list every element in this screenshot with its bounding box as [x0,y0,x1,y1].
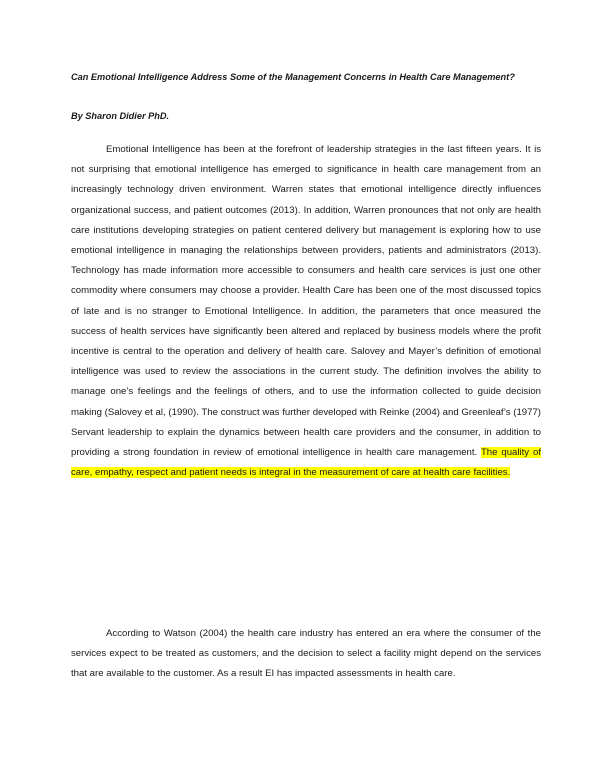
paragraph-2-text: According to Watson (2004) the health care industry has entered an era where the consumer of the services expect to be treated as customers, and the decision to select a facility might depend on the services that are available to the customer. As a result EI has impacted assessments in health care. [71,628,541,680]
document-author: By Sharon Didier PhD. [71,111,170,121]
highlighted-sentence: The quality of care, empathy, respect and patient needs is integral in the measurement of care at health care facilities. [71,447,541,479]
paragraph-1-text: Emotional Intelligence has been at the forefront of leadership strategies in the last fifteen years. It is not surprising that emotional intelligence has emerged to significance in health care management from an increasingly technology driven environment. Warren states that emotional intelligence directly influences organizational success, and patient outcomes (2013). In addition, Warren pronounces that not only are health care institutions developing strategies on patient centered delivery but management is exploring how to use emotional intelligence in managing the relationships between providers, patients and administrators (2013). Technology has made information more accessible to consumers and health care services is just one other commodity where consumers may choose a provider. Health Care has been one of the most discussed topics of late and is no stranger to Emotional Intelligence. In addition, the parameters that once measured the success of health services have significantly been altered and replaced by business models where the profit incentive is central to the operation and delivery of health care. Salovey and Mayer’s definition of emotional intelligence was used to review the associations in the current study. The definition involves the ability to manage one’s feelings and the feelings of others, and to use the information collected to guide decision making (Salovey et al, (1990). The construct was further developed with Reinke (2004) and Greenleaf’s (1977) Servant leadership to explain the dynamics between health care providers and the consumer, in addition to providing a strong foundation in review of emotional intelligence in health care management. [71,144,541,459]
document-title: Can Emotional Intelligence Address Some of the Management Concerns in Health Care Management? [71,72,515,82]
paragraph-2 [71,624,541,685]
paragraph-1 [71,140,541,483]
